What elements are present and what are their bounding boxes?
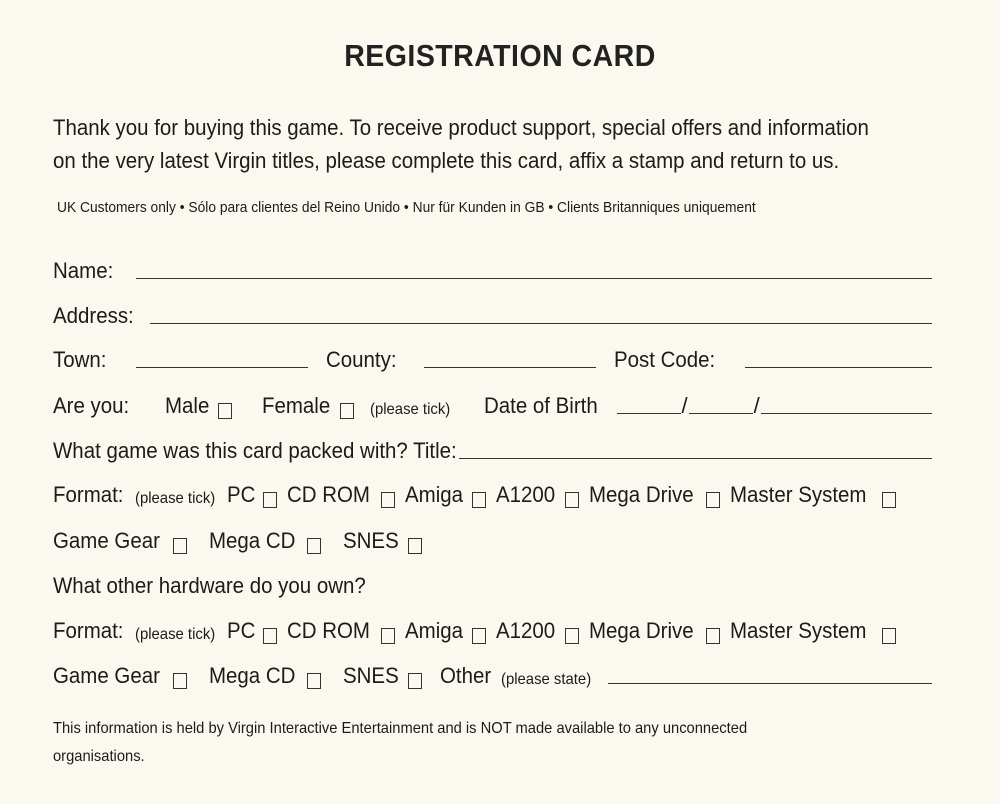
uk-customers-note: UK Customers only • Sólo para clientes del Reino Unido • Nur für Kunden in GB • Clients Britanniques uniquement <box>57 199 756 216</box>
dob-label: Date of Birth <box>484 393 598 418</box>
intro-line-1: Thank you for buying this game. To receive product support, special offers and information <box>53 115 869 140</box>
hardware-other-field[interactable] <box>608 683 932 684</box>
hardware-amiga-label: Amiga <box>404 618 463 643</box>
address-row <box>53 297 932 329</box>
hardware-question-label: What other hardware do you own? <box>53 573 366 598</box>
hardware-pc-checkbox[interactable] <box>263 628 277 644</box>
game-question-label: What game was this card packed with? Title: <box>53 438 457 463</box>
format-pc-label: PC <box>227 482 256 507</box>
format-megadrive-label: Mega Drive <box>588 482 694 507</box>
male-checkbox[interactable] <box>218 403 232 419</box>
game-title-row <box>53 432 932 464</box>
hardware-cdrom-label: CD ROM <box>286 618 370 643</box>
format-amiga-label: Amiga <box>404 482 463 507</box>
male-label: Male <box>164 393 210 418</box>
privacy-note-line-2: organisations. <box>53 748 145 765</box>
hardware-mastersystem-checkbox[interactable] <box>882 628 896 644</box>
dob-year-field[interactable] <box>761 413 932 414</box>
format-mastersystem-checkbox[interactable] <box>882 492 896 508</box>
address-field[interactable] <box>150 323 932 324</box>
name-label: Name: <box>53 258 114 283</box>
format-pc-checkbox[interactable] <box>263 492 277 508</box>
hardware-snes-label: SNES <box>342 663 399 688</box>
hardware-a1200-label: A1200 <box>496 618 556 643</box>
hardware-snes-checkbox[interactable] <box>408 673 422 689</box>
intro-text <box>53 111 933 177</box>
hardware-cdrom-checkbox[interactable] <box>381 628 395 644</box>
hardware-megadrive-label: Mega Drive <box>588 618 694 643</box>
format-cdrom-checkbox[interactable] <box>381 492 395 508</box>
dob-separator-1: / <box>681 393 688 418</box>
format-please-tick-note: (please tick) <box>134 490 216 507</box>
hardware-gamegear-checkbox[interactable] <box>173 673 187 689</box>
format-a1200-label: A1200 <box>496 482 556 507</box>
address-label: Address: <box>53 303 134 328</box>
gender-dob-row <box>53 387 932 419</box>
hardware-other-label: Other <box>439 663 491 688</box>
card-title: REGISTRATION CARD <box>344 38 656 73</box>
format-mastersystem-label: Master System <box>730 482 867 507</box>
town-label: Town: <box>53 347 107 372</box>
intro-line-2: on the very latest Virgin titles, please complete this card, affix a stamp and return to us. <box>53 148 840 173</box>
town-field[interactable] <box>136 367 308 368</box>
please-tick-note: (please tick) <box>369 401 451 418</box>
postcode-field[interactable] <box>745 367 932 368</box>
please-state-note: (please state) <box>500 671 591 688</box>
format-row-2 <box>53 522 932 554</box>
format-snes-checkbox[interactable] <box>408 538 422 554</box>
dob-day-field[interactable] <box>617 413 681 414</box>
dob-month-field[interactable] <box>689 413 753 414</box>
town-county-postcode-row <box>53 341 932 373</box>
hardware-amiga-checkbox[interactable] <box>472 628 486 644</box>
hardware-gamegear-label: Game Gear <box>53 663 160 688</box>
female-checkbox[interactable] <box>340 403 354 419</box>
name-row <box>53 252 932 284</box>
hardware-megadrive-checkbox[interactable] <box>706 628 720 644</box>
county-field[interactable] <box>424 367 596 368</box>
format-gamegear-checkbox[interactable] <box>173 538 187 554</box>
format-a1200-checkbox[interactable] <box>565 492 579 508</box>
format-label: Format: <box>53 482 124 507</box>
format-megacd-checkbox[interactable] <box>307 538 321 554</box>
postcode-label: Post Code: <box>614 347 716 372</box>
format-megacd-label: Mega CD <box>208 528 296 553</box>
hardware-row-2 <box>53 657 932 689</box>
hardware-a1200-checkbox[interactable] <box>565 628 579 644</box>
hardware-megacd-label: Mega CD <box>208 663 296 688</box>
hardware-question-row <box>53 567 932 599</box>
dob-separator-2: / <box>753 393 760 418</box>
hardware-mastersystem-label: Master System <box>730 618 867 643</box>
hardware-please-tick-note: (please tick) <box>134 626 216 643</box>
privacy-note-line-1: This information is held by Virgin Interactive Entertainment and is NOT made available to any unconnected <box>53 720 748 737</box>
game-title-field[interactable] <box>459 458 932 459</box>
county-label: County: <box>326 347 398 372</box>
hardware-format-label: Format: <box>53 618 124 643</box>
format-amiga-checkbox[interactable] <box>472 492 486 508</box>
format-megadrive-checkbox[interactable] <box>706 492 720 508</box>
hardware-pc-label: PC <box>227 618 256 643</box>
hardware-megacd-checkbox[interactable] <box>307 673 321 689</box>
are-you-label: Are you: <box>53 393 130 418</box>
format-gamegear-label: Game Gear <box>53 528 160 553</box>
format-snes-label: SNES <box>342 528 399 553</box>
format-row-1 <box>53 476 932 508</box>
format-cdrom-label: CD ROM <box>286 482 370 507</box>
privacy-note <box>53 715 945 771</box>
hardware-row-1 <box>53 612 932 644</box>
name-field[interactable] <box>136 278 932 279</box>
female-label: Female <box>261 393 330 418</box>
